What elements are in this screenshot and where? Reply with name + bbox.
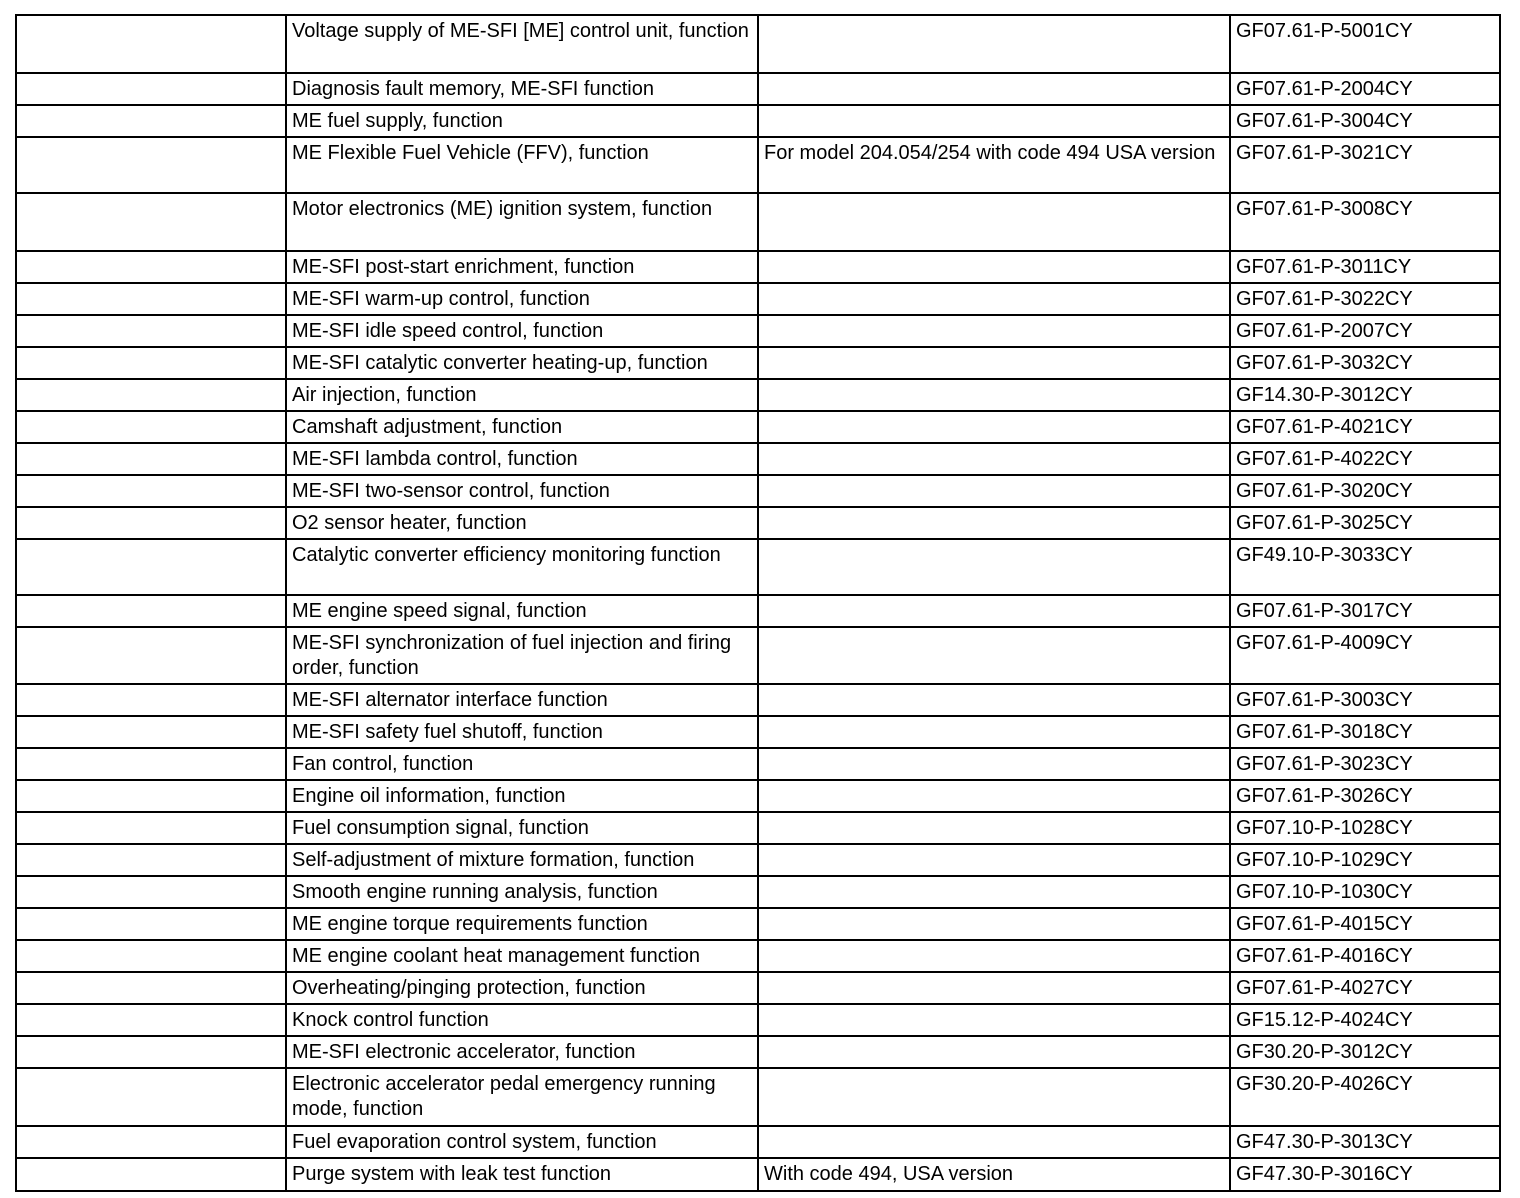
note-cell: With code 494, USA version	[758, 1158, 1230, 1191]
blank-cell	[16, 908, 286, 940]
table-row	[16, 1036, 1500, 1068]
document-number-cell: GF07.61-P-3026CY	[1230, 780, 1500, 812]
note-cell	[758, 940, 1230, 972]
document-number-cell: GF07.61-P-3032CY	[1230, 347, 1500, 379]
function-name-cell: ME engine torque requirements function	[286, 908, 758, 940]
function-name-cell: Motor electronics (ME) ignition system, function	[286, 193, 758, 251]
blank-cell	[16, 1036, 286, 1068]
function-name-cell: O2 sensor heater, function	[286, 507, 758, 539]
function-name-cell: Camshaft adjustment, function	[286, 411, 758, 443]
function-name-cell: Voltage supply of ME-SFI [ME] control unit, function	[286, 15, 758, 73]
blank-cell	[16, 1068, 286, 1126]
function-name-cell: Catalytic converter efficiency monitoring function	[286, 539, 758, 595]
note-cell	[758, 475, 1230, 507]
document-number-cell: GF07.10-P-1030CY	[1230, 876, 1500, 908]
blank-cell	[16, 193, 286, 251]
note-cell	[758, 716, 1230, 748]
blank-cell	[16, 539, 286, 595]
document-number-cell: GF07.61-P-4009CY	[1230, 627, 1500, 684]
blank-cell	[16, 507, 286, 539]
blank-cell	[16, 780, 286, 812]
table-row	[16, 539, 1500, 595]
blank-cell	[16, 812, 286, 844]
document-number-cell: GF47.30-P-3016CY	[1230, 1158, 1500, 1191]
document-number-cell: GF07.61-P-3020CY	[1230, 475, 1500, 507]
function-name-cell: Self-adjustment of mixture formation, function	[286, 844, 758, 876]
table-row	[16, 379, 1500, 411]
table-row	[16, 251, 1500, 283]
document-number-cell: GF07.61-P-2007CY	[1230, 315, 1500, 347]
note-cell	[758, 283, 1230, 315]
blank-cell	[16, 443, 286, 475]
function-name-cell: ME engine speed signal, function	[286, 595, 758, 627]
function-name-cell: ME-SFI idle speed control, function	[286, 315, 758, 347]
table-row	[16, 972, 1500, 1004]
blank-cell	[16, 876, 286, 908]
blank-cell	[16, 716, 286, 748]
table-row	[16, 627, 1500, 684]
table-row	[16, 283, 1500, 315]
table-row	[16, 940, 1500, 972]
document-number-cell: GF07.61-P-3021CY	[1230, 137, 1500, 193]
blank-cell	[16, 1004, 286, 1036]
blank-cell	[16, 283, 286, 315]
table-row	[16, 443, 1500, 475]
note-cell	[758, 105, 1230, 137]
document-number-cell: GF49.10-P-3033CY	[1230, 539, 1500, 595]
function-name-cell: ME-SFI catalytic converter heating-up, function	[286, 347, 758, 379]
function-name-cell: ME-SFI two-sensor control, function	[286, 475, 758, 507]
table-row	[16, 595, 1500, 627]
function-name-cell: ME-SFI warm-up control, function	[286, 283, 758, 315]
document-number-cell: GF07.61-P-3023CY	[1230, 748, 1500, 780]
blank-cell	[16, 137, 286, 193]
table-row	[16, 908, 1500, 940]
blank-cell	[16, 1158, 286, 1191]
function-name-cell: ME-SFI safety fuel shutoff, function	[286, 716, 758, 748]
note-cell	[758, 379, 1230, 411]
table-row	[16, 748, 1500, 780]
table-row	[16, 1126, 1500, 1158]
blank-cell	[16, 940, 286, 972]
document-number-cell: GF07.61-P-4015CY	[1230, 908, 1500, 940]
note-cell	[758, 844, 1230, 876]
blank-cell	[16, 475, 286, 507]
document-number-cell: GF30.20-P-3012CY	[1230, 1036, 1500, 1068]
blank-cell	[16, 844, 286, 876]
note-cell	[758, 411, 1230, 443]
document-number-cell: GF07.61-P-3018CY	[1230, 716, 1500, 748]
blank-cell	[16, 15, 286, 73]
table-row	[16, 105, 1500, 137]
note-cell	[758, 443, 1230, 475]
table-row	[16, 1004, 1500, 1036]
note-cell	[758, 15, 1230, 73]
blank-cell	[16, 627, 286, 684]
function-name-cell: Smooth engine running analysis, function	[286, 876, 758, 908]
document-number-cell: GF07.61-P-3008CY	[1230, 193, 1500, 251]
document-number-cell: GF07.61-P-4021CY	[1230, 411, 1500, 443]
document-number-cell: GF07.61-P-5001CY	[1230, 15, 1500, 73]
note-cell	[758, 315, 1230, 347]
note-cell	[758, 1068, 1230, 1126]
note-cell	[758, 684, 1230, 716]
blank-cell	[16, 411, 286, 443]
document-number-cell: GF07.61-P-4022CY	[1230, 443, 1500, 475]
note-cell	[758, 748, 1230, 780]
note-cell	[758, 507, 1230, 539]
table-row	[16, 315, 1500, 347]
note-cell	[758, 908, 1230, 940]
blank-cell	[16, 315, 286, 347]
blank-cell	[16, 972, 286, 1004]
function-name-cell: ME-SFI alternator interface function	[286, 684, 758, 716]
note-cell	[758, 972, 1230, 1004]
document-number-cell: GF07.61-P-4016CY	[1230, 940, 1500, 972]
note-cell	[758, 627, 1230, 684]
function-name-cell: Fuel consumption signal, function	[286, 812, 758, 844]
function-name-cell: Purge system with leak test function	[286, 1158, 758, 1191]
function-name-cell: Knock control function	[286, 1004, 758, 1036]
table-row	[16, 73, 1500, 105]
note-cell	[758, 780, 1230, 812]
table-row	[16, 1068, 1500, 1126]
document-number-cell: GF07.61-P-2004CY	[1230, 73, 1500, 105]
note-cell	[758, 812, 1230, 844]
blank-cell	[16, 1126, 286, 1158]
note-cell	[758, 876, 1230, 908]
document-number-cell: GF07.61-P-3022CY	[1230, 283, 1500, 315]
table-row	[16, 780, 1500, 812]
table-row	[16, 193, 1500, 251]
document-number-cell: GF07.61-P-3017CY	[1230, 595, 1500, 627]
note-cell	[758, 539, 1230, 595]
function-name-cell: Fan control, function	[286, 748, 758, 780]
function-name-cell: Electronic accelerator pedal emergency running mode, function	[286, 1068, 758, 1126]
table-row	[16, 716, 1500, 748]
note-cell: For model 204.054/254 with code 494 USA version	[758, 137, 1230, 193]
document-number-cell: GF15.12-P-4024CY	[1230, 1004, 1500, 1036]
blank-cell	[16, 105, 286, 137]
document-number-cell: GF30.20-P-4026CY	[1230, 1068, 1500, 1126]
function-name-cell: ME-SFI post-start enrichment, function	[286, 251, 758, 283]
note-cell	[758, 73, 1230, 105]
document-number-cell: GF07.61-P-3011CY	[1230, 251, 1500, 283]
document-number-cell: GF07.61-P-3025CY	[1230, 507, 1500, 539]
blank-cell	[16, 251, 286, 283]
table-row	[16, 347, 1500, 379]
note-cell	[758, 595, 1230, 627]
table-row	[16, 684, 1500, 716]
note-cell	[758, 347, 1230, 379]
document-number-cell: GF07.10-P-1028CY	[1230, 812, 1500, 844]
function-name-cell: ME-SFI lambda control, function	[286, 443, 758, 475]
blank-cell	[16, 748, 286, 780]
table-row	[16, 475, 1500, 507]
document-number-cell: GF07.61-P-3004CY	[1230, 105, 1500, 137]
document-number-cell: GF47.30-P-3013CY	[1230, 1126, 1500, 1158]
function-name-cell: ME Flexible Fuel Vehicle (FFV), function	[286, 137, 758, 193]
document-number-cell: GF14.30-P-3012CY	[1230, 379, 1500, 411]
table-row	[16, 411, 1500, 443]
blank-cell	[16, 347, 286, 379]
function-name-cell: ME-SFI synchronization of fuel injection and firing order, function	[286, 627, 758, 684]
table-row	[16, 876, 1500, 908]
function-name-cell: Air injection, function	[286, 379, 758, 411]
function-name-cell: Overheating/pinging protection, function	[286, 972, 758, 1004]
table-row	[16, 844, 1500, 876]
blank-cell	[16, 73, 286, 105]
function-name-cell: Fuel evaporation control system, function	[286, 1126, 758, 1158]
function-reference-table	[15, 14, 1501, 1192]
note-cell	[758, 1126, 1230, 1158]
function-name-cell: ME engine coolant heat management function	[286, 940, 758, 972]
note-cell	[758, 251, 1230, 283]
note-cell	[758, 1036, 1230, 1068]
note-cell	[758, 193, 1230, 251]
document-number-cell: GF07.61-P-4027CY	[1230, 972, 1500, 1004]
document-number-cell: GF07.61-P-3003CY	[1230, 684, 1500, 716]
table-row	[16, 15, 1500, 73]
function-name-cell: Diagnosis fault memory, ME-SFI function	[286, 73, 758, 105]
blank-cell	[16, 595, 286, 627]
table-row	[16, 812, 1500, 844]
table-row	[16, 1158, 1500, 1191]
document-number-cell: GF07.10-P-1029CY	[1230, 844, 1500, 876]
blank-cell	[16, 684, 286, 716]
table-row	[16, 507, 1500, 539]
function-name-cell: Engine oil information, function	[286, 780, 758, 812]
note-cell	[758, 1004, 1230, 1036]
table-body	[16, 15, 1500, 1191]
blank-cell	[16, 379, 286, 411]
function-name-cell: ME fuel supply, function	[286, 105, 758, 137]
function-name-cell: ME-SFI electronic accelerator, function	[286, 1036, 758, 1068]
table-row	[16, 137, 1500, 193]
